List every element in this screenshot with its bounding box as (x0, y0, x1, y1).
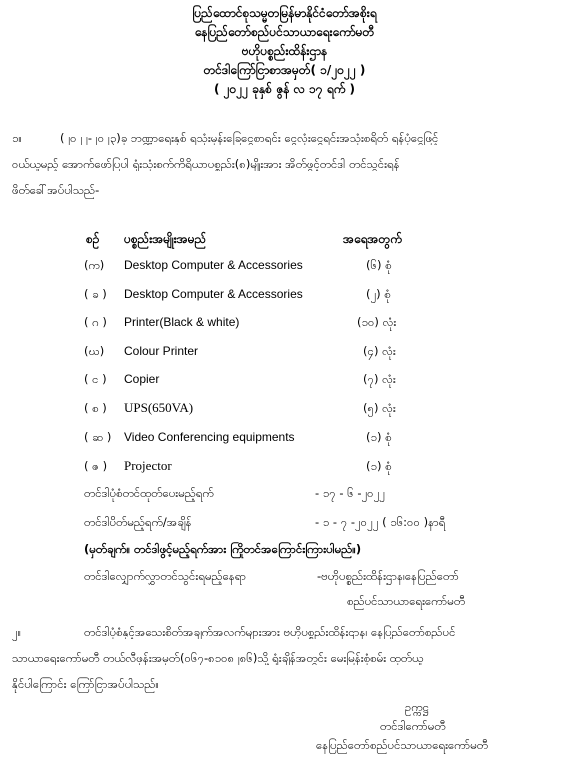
para1-number: ၁။ (12, 131, 22, 145)
table-row-no: (က) (84, 258, 105, 272)
table-row-qty: (၄) လုံး (363, 344, 396, 358)
table-header-no: စဉ် (86, 232, 100, 246)
header-committee: နေပြည်တော်စည်ပင်သာယာရေးကော်မတီ (194, 25, 375, 39)
submission-place-value: -ဗဟိုပစ္စည်းထိန်းဌာန၊နေပြည်တော် (317, 569, 459, 583)
para1-line2: ဝယ်ယူမည့် အောက်ဖော်ပြပါ ရုံးသုံးစက်ကိရိယာပစ္စည်း(၈)မျိုးအား အိတ်ဖွင့်တင်ဒါ တင်သွင်းရန် (12, 157, 400, 171)
header-department: ဗဟိုပစ္စည်းထိန်းဌာန (241, 44, 328, 58)
header-notice-number: တင်ဒါကြော်ငြာစာအမှတ်( ၁/၂၀၂၂ ) (203, 63, 366, 77)
table-row-qty: (၁) စုံ (366, 430, 392, 444)
table-row-qty: (၆) စုံ (366, 258, 392, 272)
submission-place-label: တင်ဒါလျှောက်လွှာတင်သွင်းရမည့်နေရာ (84, 569, 247, 583)
table-row-item: Copier (124, 372, 160, 386)
table-row-item: Desktop Computer & Accessories (124, 258, 303, 272)
table-row-qty: (၅) လုံး (363, 401, 396, 415)
table-row-qty: (၁၀) လုံး (357, 315, 397, 329)
table-row-item: Video Conferencing equipments (124, 430, 295, 444)
tender-form-issue-date: - ၁၇ - ၆ -၂၀၂၂ (315, 486, 385, 500)
tender-form-issue-label: တင်ဒါပုံစံတင်ထုတ်ပေးမည့်ရက် (84, 486, 214, 500)
table-row-no: ( င ) (84, 372, 107, 386)
table-row-no: ( ခ ) (84, 287, 107, 301)
header-date: ( ၂၀၂၂ ခုနှစ် ဇွန် လ ၁၇ ရက် ) (213, 82, 356, 96)
table-row-qty: (၂) စုံ (366, 287, 391, 301)
table-row-item: Projector (124, 458, 172, 473)
para1-line3: ဖိတ်ခေါ်အပ်ပါသည်- (12, 183, 100, 197)
table-row-no: ( ဂ ) (84, 315, 107, 329)
para2-line1: တင်ဒါပုံစံနှင့်အသေးစိတ်အချက်အလက်များအား ဗဟိုပစ္စည်းထိန်းဌာန၊ နေပြည်တော်စည်ပင် (84, 625, 456, 639)
para2-number: ၂။ (12, 625, 22, 639)
table-row-no: ( ဆ ) (84, 430, 112, 444)
table-header-item: ပစ္စည်းအမျိုးအမည် (124, 232, 207, 246)
table-row-item: Colour Printer (124, 344, 199, 358)
signature-organization: နေပြည်တော်စည်ပင်သာယာရေးကော်မတီ (316, 738, 488, 752)
signature-title: ဥက္ကဋ္ဌ (405, 700, 429, 714)
table-row-item: Printer(Black & white) (124, 315, 240, 329)
table-row-qty: (၇) လုံး (363, 372, 396, 386)
para1-line1: (၂၀၂၂-၂၀၂၃)ခု ဘဏ္ဍာရေးနှစ် ရသုံးမှန်းခြေငွေစာရင်း ငွေလုံးငွေရင်းအသုံးစရိတ် ရန်ပုံငွေဖြင့် (60, 131, 439, 145)
table-row-qty: (၁) စုံ (366, 459, 392, 473)
para2-line2: သာယာရေးကော်မတီ တယ်လီဖုန်းအမှတ်(၀၆၇-၈၁၀၈၂၈၆)သို့ ရုံးချိန်အတွင်း မေးမြန်းစုံစမ်း ထုတ်ယူ (12, 651, 424, 665)
table-row-no: ( စ ) (84, 401, 107, 415)
submission-place-value-cont: စည်ပင်သာယာရေးကော်မတီ (347, 594, 466, 608)
tender-closing-label: တင်ဒါပိတ်မည့်ရက်/အချိန် (84, 515, 192, 529)
signature-committee: တင်ဒါကော်မတီ (380, 719, 446, 733)
table-row-no: ( ဇ ) (84, 459, 108, 473)
table-row-item: Desktop Computer & Accessories (124, 287, 303, 301)
para2-line3: နိုင်ပါကြောင်း ကြော်ငြာအပ်ပါသည်။ (12, 677, 160, 691)
tender-closing-date: - ၁ - ၇ -၂၀၂၂ ( ၁၆:၀၀ )နာရီ (315, 515, 446, 529)
header-government: ပြည်ထောင်စုသမ္မတမြန်မာနိုင်ငံတော်အစိုးရ (192, 6, 377, 20)
table-row-no: (ဃ) (84, 344, 105, 358)
table-header-qty: အရေအတွက် (343, 232, 402, 246)
table-row-item: UPS(650VA) (124, 400, 194, 415)
tender-opening-note: (မှတ်ချက်။ တင်ဒါဖွင့်မည့်ရက်အား ကြိုတင်အကြောင်းကြားပါမည်။) (84, 542, 362, 556)
